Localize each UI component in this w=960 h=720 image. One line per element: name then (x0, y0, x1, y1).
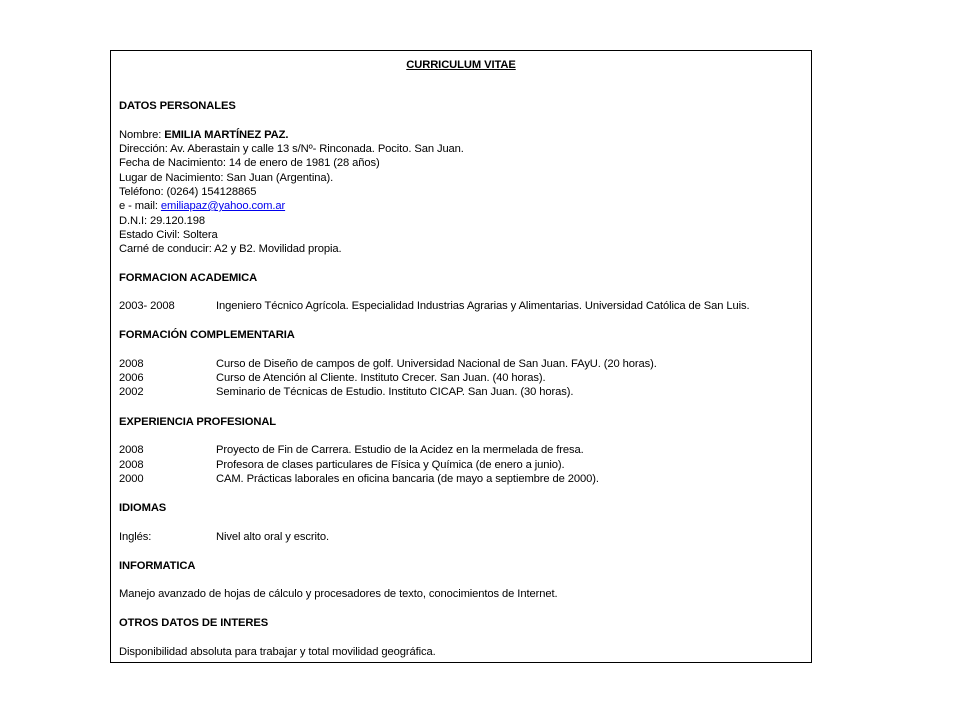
cv-document (110, 50, 812, 663)
address-line: Dirección: Av. Aberastain y calle 13 s/Nº- Rinconada. Pocito. San Juan. (119, 143, 464, 155)
birth-date-line: Fecha de Nacimiento: 14 de enero de 1981 (28 años) (119, 157, 380, 169)
section-heading-academic: FORMACION ACADEMICA (119, 272, 258, 284)
experience-row (119, 443, 584, 457)
complementary-row (119, 385, 573, 399)
experience-years: 2008 (119, 444, 144, 456)
other-text: Disponibilidad absoluta para trabajar y total movilidad geográfica. (119, 646, 436, 658)
section-heading-personal: DATOS PERSONALES (119, 100, 236, 112)
experience-row (119, 472, 599, 486)
complementary-years: 2008 (119, 358, 144, 370)
computing-text: Manejo avanzado de hojas de cálculo y procesadores de texto, conocimientos de Internet. (119, 588, 558, 600)
academic-text: Ingeniero Técnico Agrícola. Especialidad Industrias Agrarias y Alimentarias. Universidad Católica de San Luis. (216, 300, 750, 312)
language-level: Nivel alto oral y escrito. (216, 531, 330, 543)
section-heading-other: OTROS DATOS DE INTERES (119, 617, 269, 629)
complementary-text: Curso de Atención al Cliente. Instituto Crecer. San Juan. (40 horas). (216, 372, 546, 384)
section-heading-complementary: FORMACIÓN COMPLEMENTARIA (119, 329, 295, 341)
civil-status-line: Estado Civil: Soltera (119, 229, 218, 241)
experience-text: Profesora de clases particulares de Física y Química (de enero a junio). (216, 459, 565, 471)
dni-line: D.N.I: 29.120.198 (119, 215, 205, 227)
birth-place-line: Lugar de Nacimiento: San Juan (Argentina). (119, 172, 334, 184)
section-heading-languages: IDIOMAS (119, 502, 167, 514)
academic-row (119, 299, 750, 313)
name-label: Nombre: (119, 129, 165, 141)
name-line (119, 128, 288, 142)
experience-text: Proyecto de Fin de Carrera. Estudio de la Acidez en la mermelada de fresa. (216, 444, 584, 456)
license-line: Carné de conducir: A2 y B2. Movilidad propia. (119, 243, 342, 255)
language-row (119, 530, 329, 544)
experience-years: 2008 (119, 459, 144, 471)
section-heading-computing: INFORMATICA (119, 560, 196, 572)
academic-years: 2003- 2008 (119, 300, 175, 312)
email-label: e - mail: (119, 200, 161, 212)
complementary-row (119, 357, 657, 371)
name-value: EMILIA MARTÍNEZ PAZ. (164, 129, 289, 141)
email-link[interactable]: emiliapaz@yahoo.com.ar (160, 200, 286, 212)
complementary-text: Seminario de Técnicas de Estudio. Instituto CICAP. San Juan. (30 horas). (216, 386, 574, 398)
complementary-years: 2006 (119, 372, 144, 384)
complementary-years: 2002 (119, 386, 144, 398)
cv-title: CURRICULUM VITAE (406, 59, 516, 71)
experience-row (119, 458, 564, 472)
language-name: Inglés: (119, 531, 152, 543)
experience-years: 2000 (119, 473, 144, 485)
complementary-text: Curso de Diseño de campos de golf. Universidad Nacional de San Juan. FAyU. (20 horas). (216, 358, 657, 370)
phone-line: Teléfono: (0264) 154128865 (119, 186, 257, 198)
email-line (119, 199, 285, 213)
section-heading-experience: EXPERIENCIA PROFESIONAL (119, 416, 277, 428)
experience-text: CAM. Prácticas laborales en oficina bancaria (de mayo a septiembre de 2000). (216, 473, 599, 485)
complementary-row (119, 371, 546, 385)
